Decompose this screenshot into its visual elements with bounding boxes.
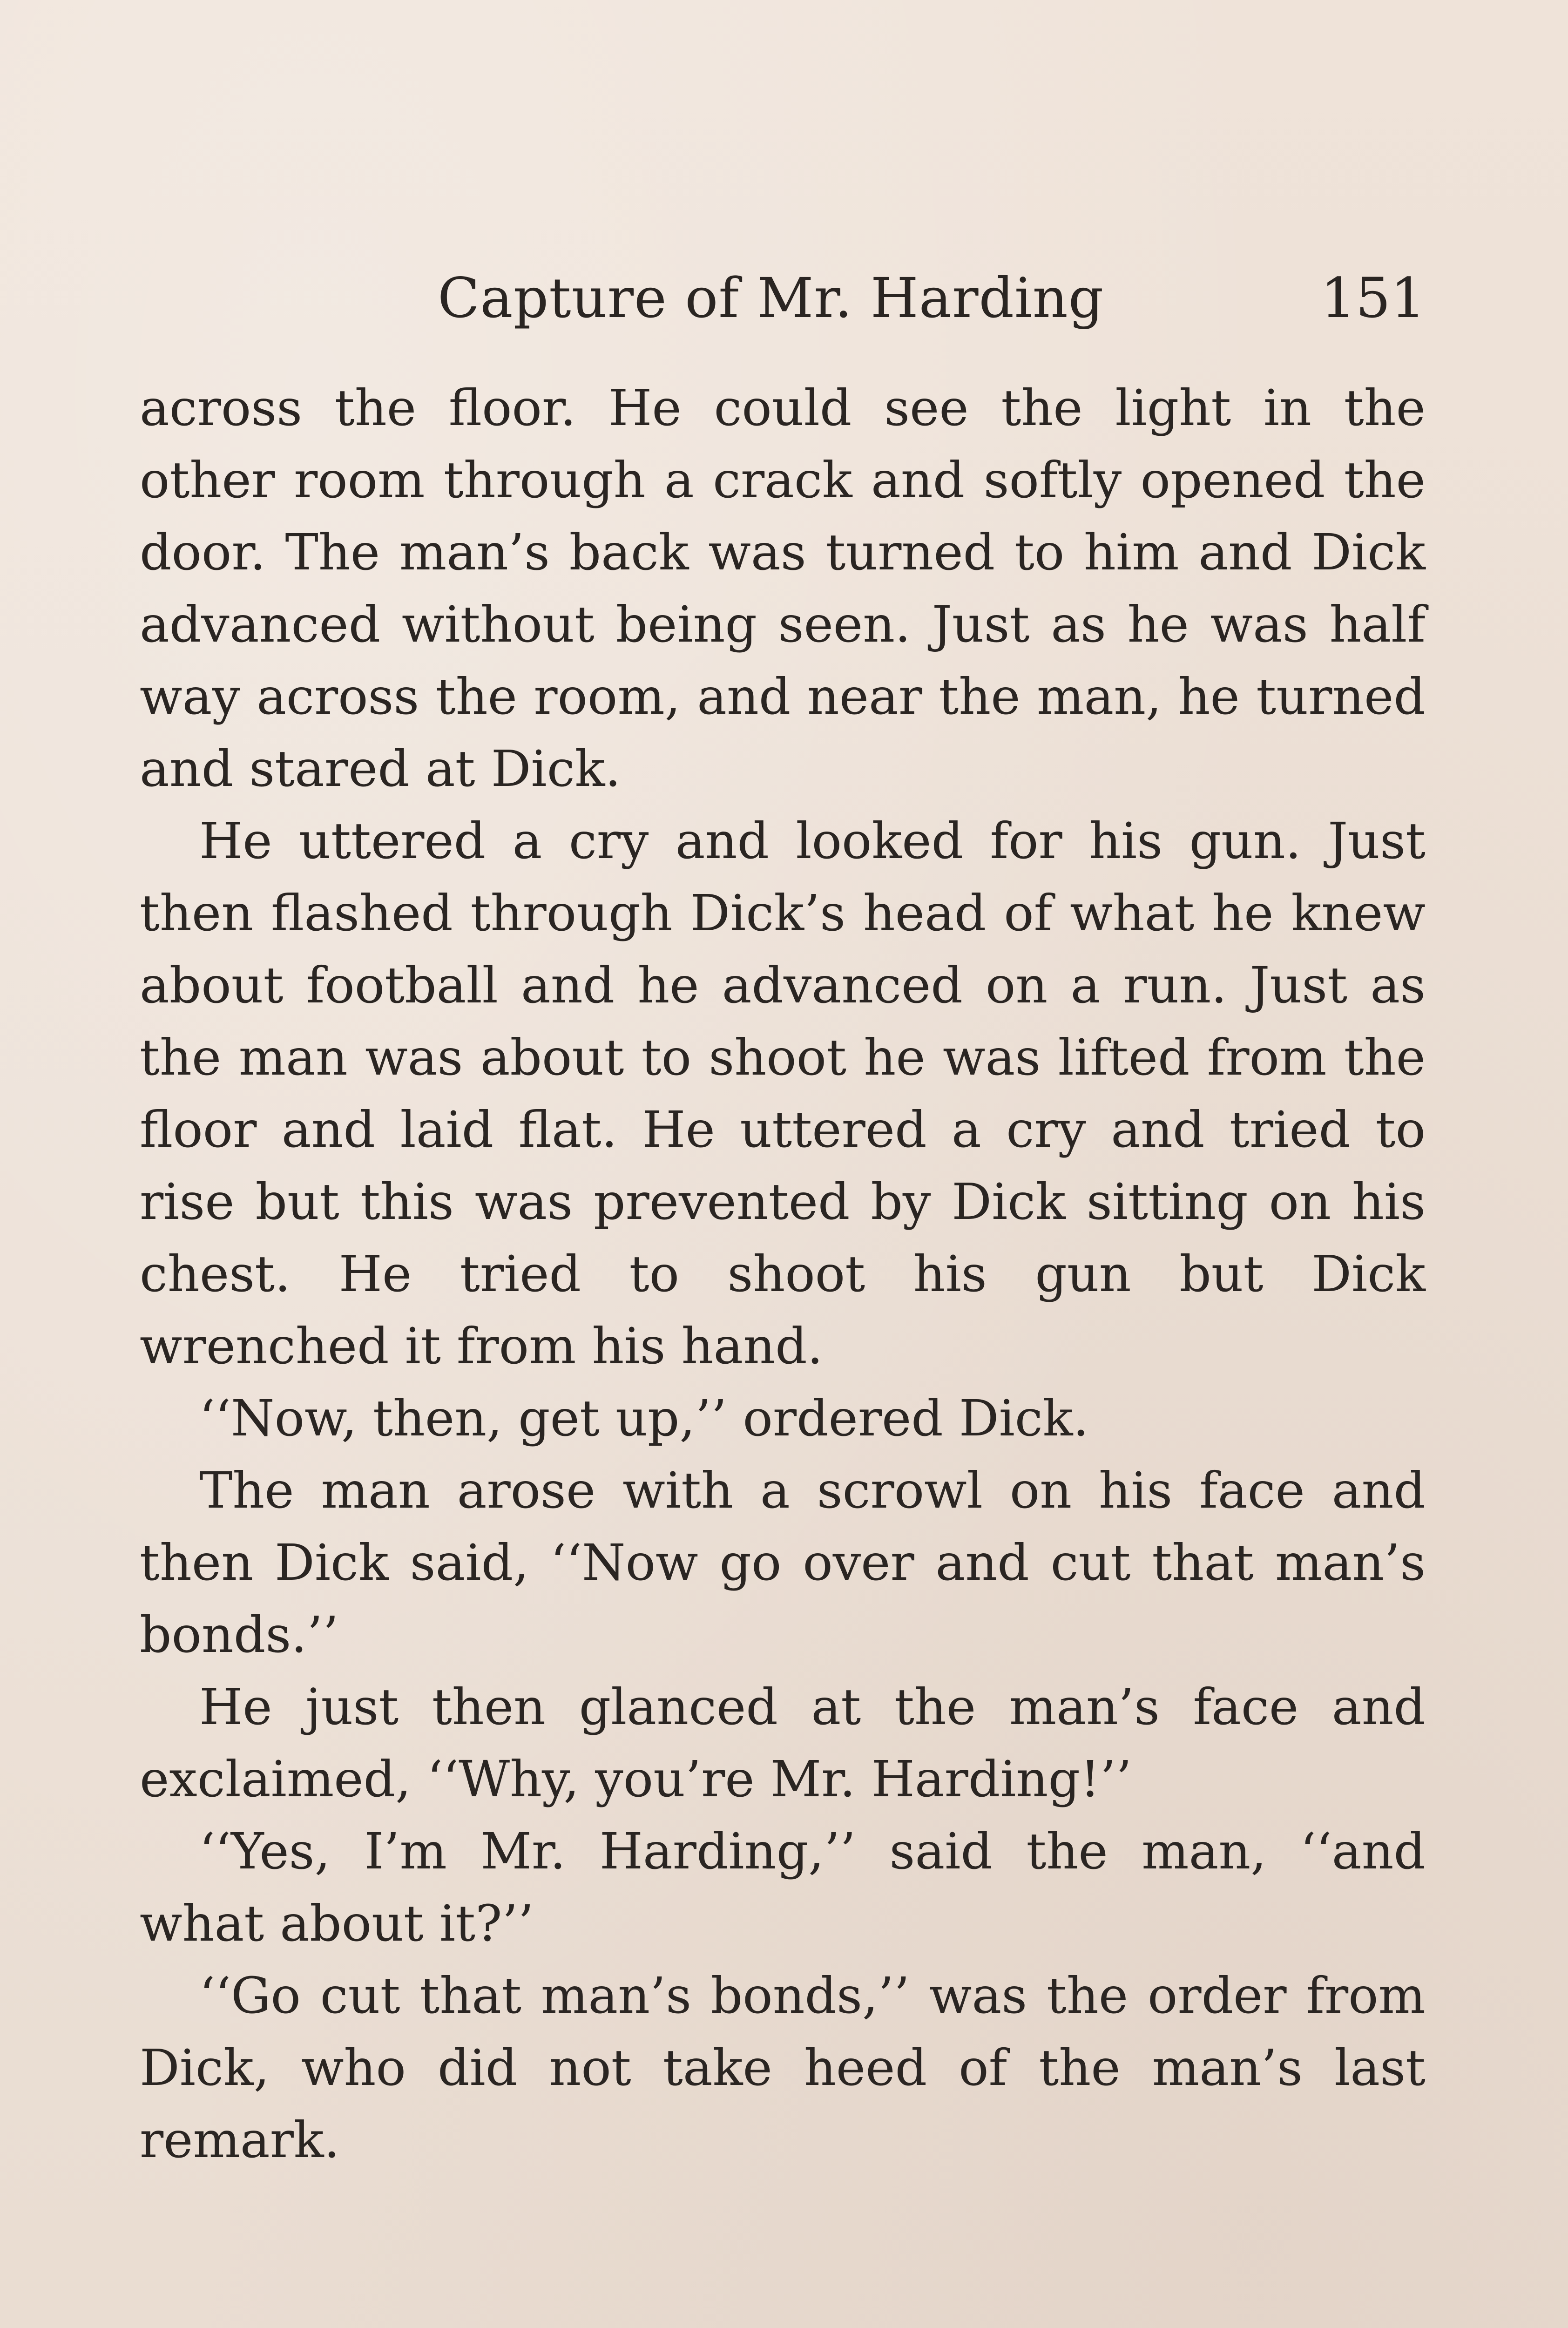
body-text [140,372,1426,2177]
paragraph-6: ‘‘Yes, I’m Mr. Harding,’’ said the man, ‘‘and what about it?’’ [140,1823,1426,1953]
paragraph-2: He uttered a cry and looked for his gun. Just then flashed through Dick’s head of what he knew about football and he advanced on a run. Just as the man was about to shoot he was lifted from the floor and laid flat. He uttered a cry and tried to rise but this was prevented by Dick sitting on his chest. He tried to shoot his gun but Dick wrenched it from his hand. [140,812,1426,1375]
paragraph-1: across the floor. He could see the light in the other room through a crack and softly opened the door. The man’s back was turned to him and Dick advanced without being seen. Just as he was half way across the room, and near the man, he turned and stared at Dick. [140,379,1426,798]
paragraph-4: The man arose with a scrowl on his face and then Dick said, ‘‘Now go over and cut that man’s bonds.’’ [140,1462,1426,1664]
running-head [140,261,1426,335]
chapter-title: Capture of Mr. Harding [438,266,1104,330]
page-number: 151 [1320,266,1426,330]
paragraph-3: ‘‘Now, then, get up,’’ ordered Dick. [199,1390,1089,1448]
paragraph-7: ‘‘Go cut that man’s bonds,’’ was the order from Dick, who did not take heed of the man’s last remark. [140,1967,1426,2169]
paragraph-5: He just then glanced at the man’s face and exclaimed, ‘‘Why, you’re Mr. Harding!’’ [140,1678,1426,1808]
